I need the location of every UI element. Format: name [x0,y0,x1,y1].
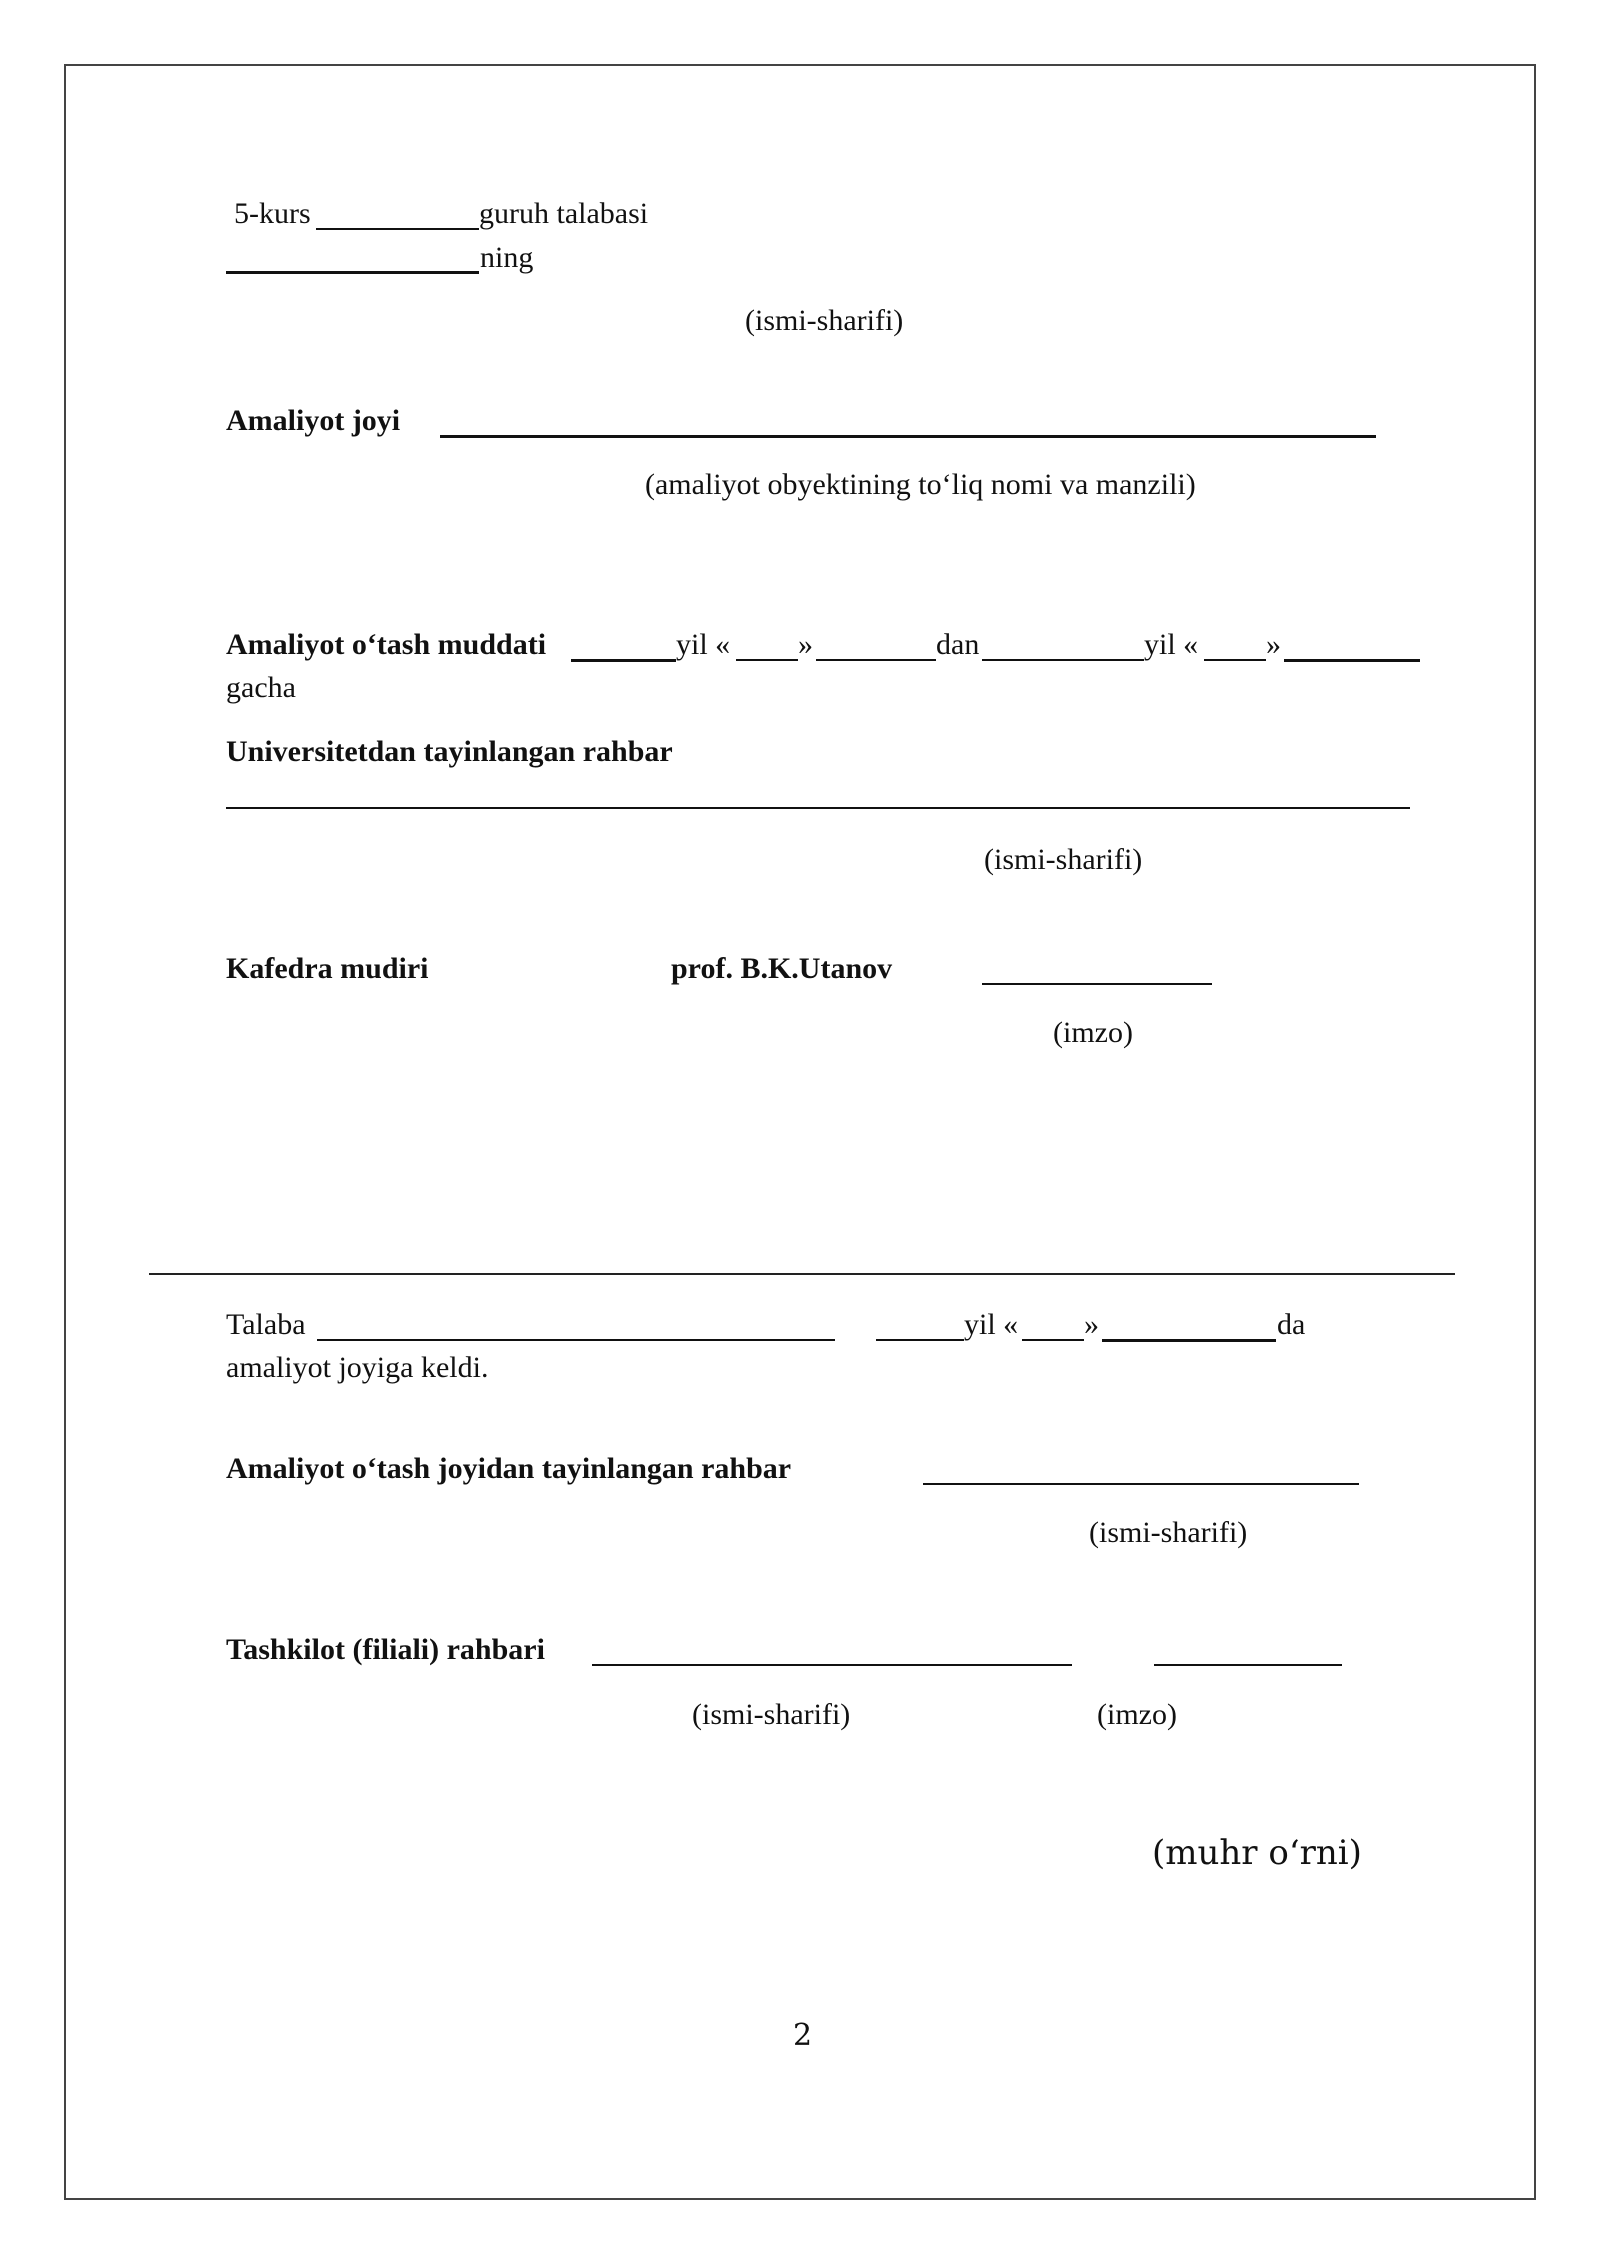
period-month-blank-1 [816,659,936,661]
university-supervisor-label: Universitetdan tayinlangan rahbar [226,735,673,768]
site-supervisor-blank [923,1483,1359,1485]
period-day-blank-2 [1204,659,1266,661]
arrival-close: » [1084,1308,1099,1341]
practice-period-label: Amaliyot o‘tash muddati [226,628,547,661]
organization-head-name-blank [592,1664,1072,1666]
period-dan: dan [936,628,980,661]
site-supervisor-caption: (ismi-sharifi) [1089,1516,1248,1549]
site-supervisor-label: Amaliyot o‘tash joyidan tayinlangan rahbar [226,1452,792,1485]
student-name-caption: (ismi-sharifi) [745,304,904,337]
arrival-yil: yil « [964,1308,1019,1341]
period-month-blank-2 [1284,659,1420,662]
practice-place-label: Amaliyot joyi [226,404,401,437]
period-yil-2: yil « [1144,628,1199,661]
organization-head-sign-blank [1154,1664,1342,1666]
course-text: 5-kurs [234,197,311,230]
ning-text: ning [480,241,534,274]
department-head-name: prof. B.K.Utanov [671,952,893,985]
organization-head-name-caption: (ismi-sharifi) [692,1698,851,1731]
practice-place-blank [440,435,1376,438]
period-close-1: » [798,628,813,661]
period-yil-1: yil « [676,628,731,661]
period-blank-1 [571,659,676,662]
arrival-line-2: amaliyot joyiga keldi. [226,1351,489,1384]
period-gacha: gacha [226,671,296,704]
arrival-da: da [1277,1308,1306,1341]
arrival-month-blank [1102,1339,1276,1342]
period-close-2: » [1266,628,1281,661]
arrival-year-blank [876,1339,964,1341]
university-supervisor-caption: (ismi-sharifi) [984,843,1143,876]
section-divider [149,1273,1455,1275]
arrival-talaba: Talaba [226,1308,306,1341]
arrival-name-blank [317,1339,835,1341]
organization-head-label: Tashkilot (filiali) rahbari [226,1633,545,1666]
group-blank [316,228,479,230]
department-head-sign-blank [982,983,1212,985]
period-year-blank-2 [982,659,1144,661]
page-border [64,64,1536,2200]
page-number: 2 [793,2018,813,2053]
student-name-blank [226,271,479,274]
department-head-caption: (imzo) [1053,1016,1133,1049]
arrival-day-blank [1022,1339,1084,1341]
organization-head-sign-caption: (imzo) [1097,1698,1177,1731]
stamp-place: (muhr o‘rni) [1152,1833,1362,1873]
department-head-label: Kafedra mudiri [226,952,429,985]
group-text: guruh talabasi [479,197,649,230]
period-day-blank-1 [736,659,798,661]
university-supervisor-blank [226,807,1410,809]
practice-place-caption: (amaliyot obyektining to‘liq nomi va manzili) [645,468,1196,501]
